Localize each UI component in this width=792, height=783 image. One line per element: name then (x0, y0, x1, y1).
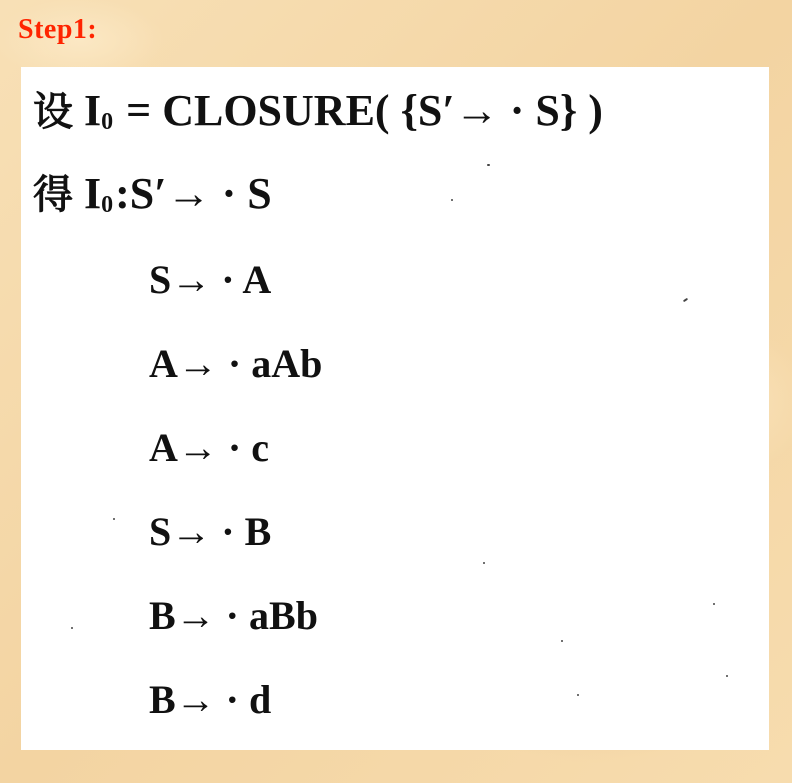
scan-speck (561, 640, 563, 642)
lr-item: S→ · A (149, 257, 272, 302)
closure-result-line (33, 169, 272, 218)
scan-speck (113, 518, 115, 520)
scan-speck (483, 562, 485, 564)
item-set-symbol: I (84, 169, 102, 218)
scan-speck (726, 675, 728, 677)
lr-item: B→ · d (149, 677, 272, 722)
item-set-subscript: 0 (101, 192, 114, 218)
first-item: :S′→ · S (115, 169, 272, 218)
scan-speck (577, 694, 579, 696)
item-set-subscript: 0 (101, 109, 114, 135)
item-set-symbol: I (84, 86, 102, 135)
result-prefix: 得 (33, 172, 73, 218)
closure-definition-line (33, 86, 603, 135)
set-prefix: 设 (33, 89, 73, 135)
lr-item: B→ · aBb (149, 593, 318, 638)
scan-speck (683, 298, 688, 303)
scan-speck (71, 627, 73, 629)
lr-item: S→ · B (149, 509, 272, 554)
lr-item: A→ · aAb (149, 341, 323, 386)
scan-speck (487, 164, 490, 166)
scan-speck (713, 603, 715, 605)
closure-panel (21, 67, 769, 750)
scan-speck (451, 199, 453, 201)
closure-expression: = CLOSURE( {S′→ · S} ) (126, 86, 603, 135)
lr-item: A→ · c (149, 425, 269, 470)
step-label: Step1: (18, 14, 98, 45)
